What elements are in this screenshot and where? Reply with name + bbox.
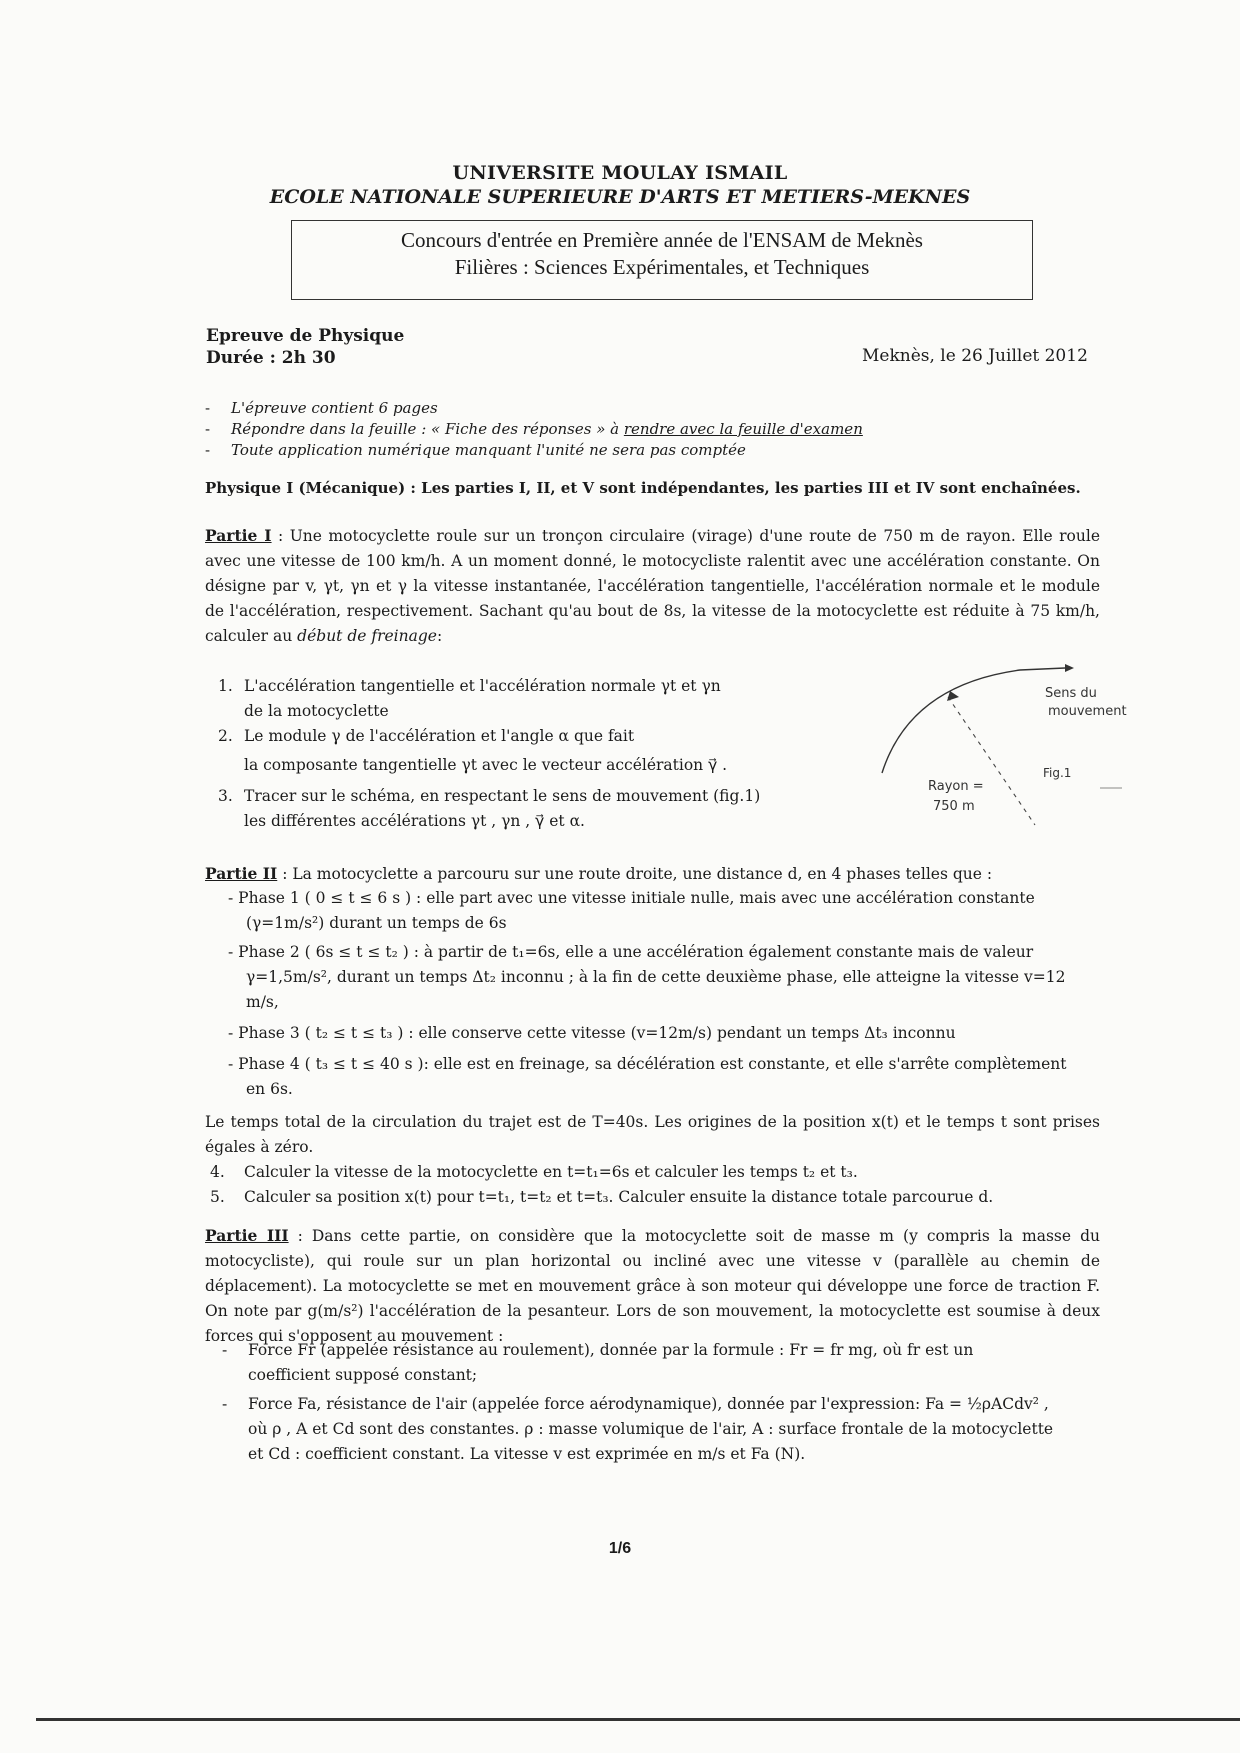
contest-line-1: Concours d'entrée en Première année de l'ENSAM de Meknès (401, 228, 923, 252)
question-item: 2. Le module γ de l'accélération et l'angle α que fait (218, 727, 635, 745)
partie-1-text: Partie I : Une motocyclette roule sur un tronçon circulaire (virage) d'une route de 750 m de rayon. Elle roule avec une vitesse de 100 km/h. A un moment donné, le motocycliste ralentit avec une accélération constante. On désigne par v, γt, γn et γ la vitesse instantanée, l'accélération tangentielle, l'accélération normale et le module de l'accélération, respectivement. Sachant qu'au bout de 8s, la vitesse de la motocyclette est réduite à 75 km/h, calculer au début de freinage: (205, 526, 1100, 645)
direction-arrow-icon (1065, 664, 1074, 672)
label-mouvement: mouvement (1048, 704, 1127, 719)
force-item: - Force Fr (appelée résistance au roulement), donnée par la formule : Fr = fr mg, où fr est un (222, 1341, 974, 1359)
question-item: 1. L'accélération tangentielle et l'accélération normale γt et γn (218, 677, 721, 695)
phase-item: - Phase 2 ( 6s ≤ t ≤ t₂ ) : à partir de t₁=6s, elle a une accélération également constante mais de valeur (228, 943, 1034, 961)
school-name: ECOLE NATIONALE SUPERIEURE D'ARTS ET METIERS-MEKNES (269, 186, 971, 208)
page-number: 1/6 (608, 1540, 632, 1557)
partie-2-questions (210, 1160, 993, 1210)
phases-list: - Phase 1 ( 0 ≤ t ≤ 6 s ) : elle part avec une vitesse initiale nulle, mais avec une accélération constante (γ=1m/s²) durant un temps de 6s - Phase 2 ( 6s ≤ t ≤ t₂ ) : à partir de t₁=6s, elle a une accélération également constante mais de valeur γ=1,5m/s², durant un temps Δt₂ inconnu ; à la fin de cette deuxième phase, elle atteigne la vitesse v=12 m/s, - Phase 3 ( t₂ ≤ t ≤ t₃ ) : elle conserve cette vitesse (v=12m/s) pendant un temps Δt₃ inconnu - Phase 4 ( t₃ ≤ t ≤ 40 s ): elle est en freinage, sa décélération est constante, et elle s'arrête complètement en 6s. (228, 886, 1100, 1102)
partie-1-title: Partie I (205, 526, 272, 545)
forces-list: - Force Fr (appelée résistance au roulement), donnée par la formule : Fr = fr mg, où fr est un coefficient supposé constant; - Force Fa, résistance de l'air (appelée force aérodynamique), donnée par l'expression: Fa = ½ρACdv² , où ρ , A et Cd sont des constantes. ρ : masse volumique de l'air, A : surface frontale de la motocyclette et Cd : coefficient constant. La vitesse v est exprimée en m/s et Fa (N). (222, 1338, 1094, 1467)
exam-date: Meknès, le 26 Juillet 2012 (862, 346, 1088, 366)
university-name: UNIVERSITE MOULAY ISMAIL (452, 162, 788, 184)
figure-1 (860, 655, 1160, 835)
duree-label: Durée : 2h 30 (206, 348, 336, 368)
partie-3-text: Partie III : Dans cette partie, on considère que la motocyclette soit de masse m (y compris la masse du motocycliste), qui roule sur un plan horizontal ou incliné avec une vitesse v (parallèle au chemin de déplacement). La motocyclette se met en mouvement grâce à son moteur qui développe une force de traction F. On note par g(m/s²) l'accélération de la pesanteur. Lors de son mouvement, la motocyclette est soumise à deux forces qui s'opposent au mouvement : (205, 1226, 1100, 1345)
phase-item: - Phase 4 ( t₃ ≤ t ≤ 40 s ): elle est en freinage, sa décélération est constante, et elle s'arrête complètement (228, 1055, 1067, 1073)
partie-1-questions: 1. L'accélération tangentielle et l'accélération normale γt et γn de la motocyclette 2. Le module γ de l'accélération et l'angle α que fait la composante tangentielle γt avec le vecteur accélération γ⃗ . 3. Tracer sur le schéma, en respectant le sens de mouvement (fig.1) les différentes accélérations γt , γn , γ⃗ et α. (218, 674, 778, 834)
scan-edge-line (36, 1718, 1240, 1721)
instruction-item: - Répondre dans la feuille : « Fiche des réponses » à rendre avec la feuille d'examen (205, 419, 863, 440)
phase-item: - Phase 1 ( 0 ≤ t ≤ 6 s ) : elle part avec une vitesse initiale nulle, mais avec une accélération constante (228, 889, 1035, 907)
underlined-text: rendre avec la feuille d'examen (623, 420, 863, 438)
question-item: 4. Calculer la vitesse de la motocyclette en t=t₁=6s et calculer les temps t₂ et t₃. (210, 1163, 858, 1181)
contest-box (291, 220, 1033, 300)
partie-2-intro: Partie II : La motocyclette a parcouru sur une route droite, une distance d, en 4 phases telles que : (205, 864, 993, 883)
circular-path (882, 668, 1065, 773)
label-rayon-value: 750 m (933, 799, 975, 814)
contest-line-2: Filières : Sciences Expérimentales, et Techniques (454, 255, 870, 279)
phase-item: - Phase 3 ( t₂ ≤ t ≤ t₃ ) : elle conserve cette vitesse (v=12m/s) pendant un temps Δt₃ inconnu (228, 1024, 956, 1042)
physique-title: Physique I (Mécanique) : Les parties I, II, et V sont indépendantes, les parties III et IV sont enchaînées. (205, 479, 1081, 497)
label-sens: Sens du (1045, 686, 1097, 701)
question-item: 5. Calculer sa position x(t) pour t=t₁, t=t₂ et t=t₃. Calculer ensuite la distance totale parcourue d. (210, 1188, 994, 1206)
instructions-list (205, 398, 863, 461)
force-item: - Force Fa, résistance de l'air (appelée force aérodynamique), donnée par l'expression: Fa = ½ρACdv² , (222, 1395, 1049, 1413)
partie-2-title: Partie II (205, 864, 278, 883)
epreuve-label: Epreuve de Physique (206, 326, 405, 346)
partie-2-total: Le temps total de la circulation du trajet est de T=40s. Les origines de la position x(t) et le temps t sont prises égales à zéro. (205, 1113, 1100, 1156)
partie-3-title: Partie III (205, 1226, 289, 1245)
question-item: 3. Tracer sur le schéma, en respectant le sens de mouvement (fig.1) (218, 787, 761, 805)
radius-arrow-icon (947, 691, 959, 701)
instruction-item: - Toute application numérique manquant l'unité ne sera pas comptée (205, 440, 863, 461)
label-fig: Fig.1 (1043, 766, 1072, 780)
label-rayon: Rayon = (928, 779, 984, 794)
instruction-item: - L'épreuve contient 6 pages (205, 398, 863, 419)
